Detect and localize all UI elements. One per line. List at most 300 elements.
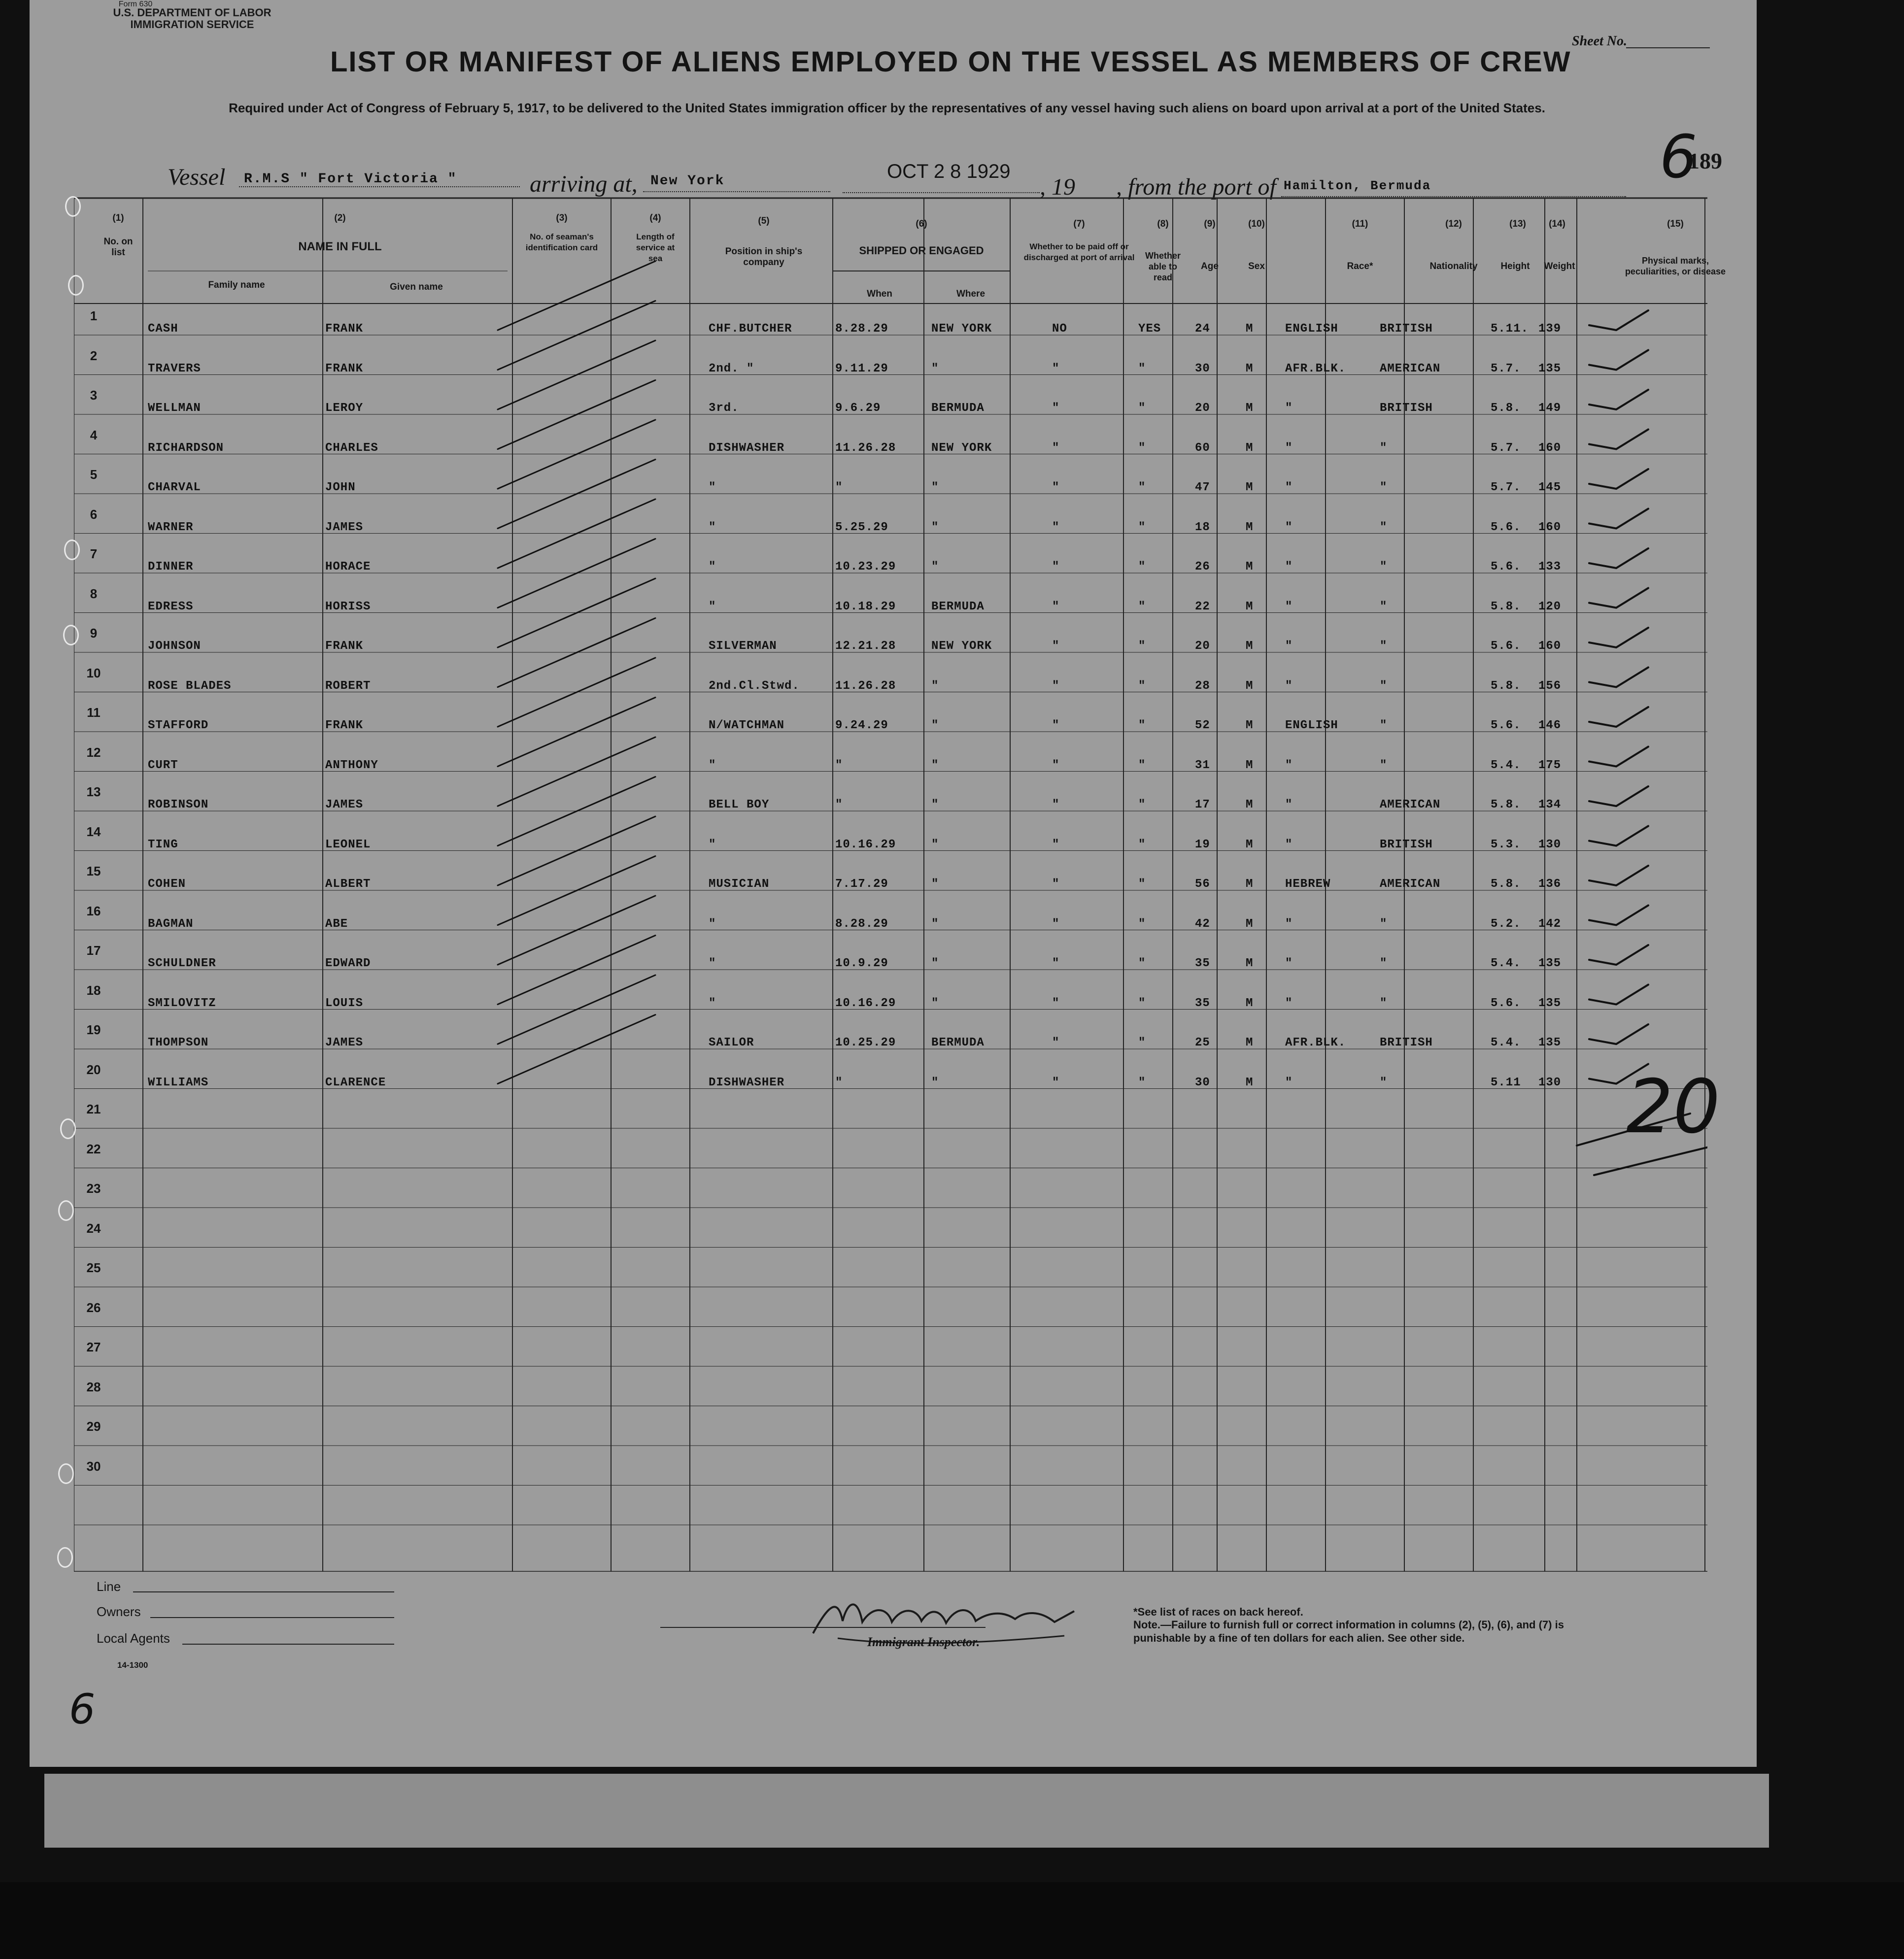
binder-hole [60,1118,76,1139]
col-family-label: Family name [208,280,265,290]
cell-family: ROBINSON [148,798,209,811]
cell-nationality: " [1380,957,1388,970]
cell-age: 30 [1195,362,1210,375]
cell-paid: " [1052,560,1060,574]
cell-age: 56 [1195,878,1210,891]
cell-sex: M [1246,996,1254,1010]
cell-height: 5.2. [1491,917,1521,931]
cell-weight: 149 [1538,402,1562,415]
cell-where: " [931,798,939,811]
cell-given: HORACE [325,560,371,574]
cell-position: " [709,957,716,970]
cell-height: 5.4. [1491,758,1521,772]
cell-height: 5.8. [1491,402,1521,415]
cell-race: " [1285,640,1293,653]
cell-given: FRANK [325,362,364,375]
cell-sex: M [1246,1036,1254,1049]
cell-where: " [931,481,939,494]
col-race-label: Race* [1347,261,1373,271]
cell-read: " [1138,758,1146,772]
form-code: 14-1300 [117,1660,148,1670]
cell-paid: " [1052,878,1060,891]
cell-family: WILLIAMS [148,1076,209,1089]
cell-weight: 175 [1538,758,1562,772]
cell-sex: M [1246,520,1254,534]
cell-position: 3rd. [709,402,739,415]
cell-paid: " [1052,1036,1060,1049]
cell-given: LOUIS [325,996,364,1010]
cell-height: 5.8. [1491,798,1521,811]
cell-when: " [835,798,843,811]
inspector-label: Immigrant Inspector. [867,1635,980,1649]
cell-height: 5.8. [1491,878,1521,891]
cell-age: 17 [1195,798,1210,811]
cell-weight: 160 [1538,441,1562,455]
line-label: Line [97,1579,121,1594]
cell-read: YES [1138,322,1161,336]
cell-sex: M [1246,798,1254,811]
cell-race: " [1285,996,1293,1010]
cell-sex: M [1246,322,1254,336]
cell-where: " [931,996,939,1010]
cell-weight: 135 [1538,996,1562,1010]
cell-paid: " [1052,798,1060,811]
cell-position: DISHWASHER [709,441,785,455]
cell-nationality: AMERICAN [1380,362,1441,375]
cell-age: 35 [1195,957,1210,970]
cell-paid: " [1052,520,1060,534]
cell-height: 5.4. [1491,1036,1521,1049]
cell-where: BERMUDA [931,402,985,415]
cell-family: SMILOVITZ [148,996,216,1010]
col-no-number: (1) [112,213,124,223]
table-grid-lines [74,197,1707,1572]
cell-weight: 160 [1538,640,1562,653]
cell-weight: 120 [1538,600,1562,613]
cell-when: 9.6.29 [835,402,881,415]
cell-given: ALBERT [325,878,371,891]
penalty-note: Note.—Failure to furnish full or correct information in columns (2), (5), (6), and (7) is punishable by a fine of ten dollars for each alien. See other side. [1133,1619,1564,1644]
cell-sex: M [1246,441,1254,455]
cell-given: ROBERT [325,679,371,693]
cell-family: CHARVAL [148,481,201,494]
cell-where: NEW YORK [931,640,992,653]
cell-when: 10.16.29 [835,996,896,1010]
cell-paid: " [1052,362,1060,375]
row-number: 28 [86,1379,101,1394]
cell-weight: 145 [1538,481,1562,494]
cell-paid: " [1052,402,1060,415]
cell-race: " [1285,600,1293,613]
cell-weight: 130 [1538,838,1562,851]
cell-height: 5.7. [1491,481,1521,494]
row-number: 14 [86,824,101,839]
binder-hole [68,275,84,296]
col-sex-number: (10) [1248,219,1265,229]
from-port-label: , from the port of [1116,174,1276,200]
cell-height: 5.6. [1491,560,1521,574]
cell-age: 25 [1195,1036,1210,1049]
col-shipped-label: SHIPPED OR ENGAGED [859,244,984,257]
cell-position: 2nd. " [709,362,754,375]
cell-race: AFR.BLK. [1285,1036,1346,1049]
cell-when: 10.16.29 [835,838,896,851]
cell-nationality: " [1380,520,1388,534]
cell-race: " [1285,758,1293,772]
cell-sex: M [1246,878,1254,891]
handwritten-page-mark: 6 [69,1685,96,1733]
date-stamp: OCT 2 8 1929 [887,161,1011,182]
cell-when: 10.18.29 [835,600,896,613]
cell-read: " [1138,441,1146,455]
department-heading: U.S. DEPARTMENT OF LABOR IMMIGRATION SERVICE [113,6,272,31]
cell-paid: " [1052,600,1060,613]
cell-nationality: " [1380,600,1388,613]
cell-when: " [835,1076,843,1089]
col-race-number: (11) [1352,219,1368,229]
cell-where: " [931,719,939,732]
cell-sex: M [1246,640,1254,653]
local-agents-field [182,1644,394,1645]
cell-where: " [931,917,939,931]
row-number: 21 [86,1102,101,1116]
cell-height: 5.11. [1491,322,1529,336]
cell-family: COHEN [148,878,186,891]
handwritten-total: 20 [1626,1064,1720,1150]
cell-when: 8.28.29 [835,917,888,931]
cell-read: " [1138,798,1146,811]
col-idcard-number: (3) [556,213,568,223]
cell-when: " [835,481,843,494]
col-paidoff-label: Whether to be paid off or discharged at port of arrival [1023,242,1135,262]
cell-race: " [1285,1076,1293,1089]
cell-when: 9.24.29 [835,719,888,732]
cell-position: " [709,838,716,851]
cell-read: " [1138,878,1146,891]
sheet-label: Sheet No. [1572,34,1627,49]
cell-given: FRANK [325,719,364,732]
cell-age: 28 [1195,679,1210,693]
cell-family: SCHULDNER [148,957,216,970]
cell-where: " [931,957,939,970]
cell-nationality: " [1380,441,1388,455]
cell-read: " [1138,600,1146,613]
cell-position: SAILOR [709,1036,754,1049]
row-number: 29 [86,1419,101,1434]
cell-height: 5.11 [1491,1076,1521,1089]
cell-race: ENGLISH [1285,322,1338,336]
row-number: 20 [86,1062,101,1077]
cell-age: 35 [1195,996,1210,1010]
cell-race: " [1285,957,1293,970]
cell-where: " [931,679,939,693]
from-port-value: Hamilton, Bermuda [1284,178,1431,193]
cell-family: CURT [148,758,178,772]
row-number: 7 [90,546,98,561]
cell-position: SILVERMAN [709,640,777,653]
cell-family: WARNER [148,520,194,534]
cell-race: AFR.BLK. [1285,362,1346,375]
statutory-requirement: Required under Act of Congress of February 5, 1917, to be delivered to the United States immigration officer by the representatives of any vessel having such aliens on board upon arrival at a port of the United States. [229,101,1545,115]
cell-position: BELL BOY [709,798,770,811]
col-service-label: Length of service at sea [636,232,675,263]
cell-when: 8.28.29 [835,322,888,336]
cell-given: JAMES [325,798,364,811]
cell-position: CHF.BUTCHER [709,322,792,336]
cell-sex: M [1246,679,1254,693]
cell-weight: 130 [1538,1076,1562,1089]
cell-weight: 135 [1538,362,1562,375]
cell-given: ABE [325,917,348,931]
cell-when: 7.17.29 [835,878,888,891]
cell-where: NEW YORK [931,441,992,455]
handwritten-sheet-number: 6 [1660,123,1698,192]
vessel-value: R.M.S " Fort Victoria " [244,171,457,187]
cell-given: LEONEL [325,838,371,851]
cell-where: NEW YORK [931,322,992,336]
cell-sex: M [1246,560,1254,574]
col-name-label: NAME IN FULL [298,240,382,253]
cell-family: RICHARDSON [148,441,224,455]
row-number: 9 [90,626,98,641]
cell-weight: 156 [1538,679,1562,693]
cell-where: " [931,520,939,534]
cell-read: " [1138,838,1146,851]
col-given-label: Given name [390,282,443,292]
cell-nationality: " [1380,719,1388,732]
cell-race: HEBREW [1285,878,1331,891]
cell-read: " [1138,917,1146,931]
col-height-number: (13) [1509,219,1526,229]
cell-sex: M [1246,957,1254,970]
cell-age: 20 [1195,402,1210,415]
col-read-number: (8) [1157,219,1169,229]
cell-family: WELLMAN [148,402,201,415]
row-number: 3 [90,388,98,403]
row-number: 24 [86,1220,101,1236]
cell-paid: " [1052,679,1060,693]
cell-paid: " [1052,441,1060,455]
col-paidoff-number: (7) [1073,219,1085,229]
binder-edge [0,1882,1904,1959]
cell-paid: " [1052,640,1060,653]
cell-weight: 139 [1538,322,1562,336]
cell-when: " [835,758,843,772]
cell-age: 52 [1195,719,1210,732]
row-number: 18 [86,982,101,998]
cell-nationality: " [1380,996,1388,1010]
row-number: 8 [90,586,98,601]
row-number: 23 [86,1181,101,1196]
vessel-label: Vessel [168,164,226,190]
cell-paid: NO [1052,322,1067,336]
line-field [133,1591,394,1592]
cell-nationality: BRITISH [1380,838,1433,851]
col-read-label: Whether able to read [1145,251,1181,282]
cell-nationality: " [1380,917,1388,931]
cell-paid: " [1052,957,1060,970]
row-number: 19 [86,1022,101,1037]
cell-race: " [1285,917,1293,931]
cell-sex: M [1246,1076,1254,1089]
binder-hole [63,625,79,645]
cell-height: 5.7. [1491,362,1521,375]
cell-family: BAGMAN [148,917,194,931]
cell-position: MUSICIAN [709,878,770,891]
cell-sex: M [1246,838,1254,851]
col-weight-label: Weight [1544,261,1575,271]
col-position-label: Position in ship's company [725,246,803,268]
cell-weight: 160 [1538,520,1562,534]
cell-weight: 135 [1538,1036,1562,1049]
cell-age: 26 [1195,560,1210,574]
cell-weight: 146 [1538,719,1562,732]
cell-nationality: " [1380,1076,1388,1089]
cell-read: " [1138,1076,1146,1089]
cell-family: ROSE BLADES [148,679,232,693]
col-position-number: (5) [758,216,770,226]
col-service-number: (4) [649,213,661,223]
binder-hole [58,1463,74,1484]
cell-where: BERMUDA [931,600,985,613]
cell-sex: M [1246,402,1254,415]
cell-height: 5.4. [1491,957,1521,970]
owners-label: Owners [97,1604,141,1619]
row-number: 10 [86,665,101,680]
cell-where: " [931,1076,939,1089]
cell-race: " [1285,838,1293,851]
cell-position: " [709,520,716,534]
cell-nationality: " [1380,560,1388,574]
cell-when: 11.26.28 [835,441,896,455]
cell-family: JOHNSON [148,640,201,653]
row-number: 6 [90,507,98,522]
cell-nationality: BRITISH [1380,322,1433,336]
col-no-label: No. on list [103,236,133,258]
cell-race: " [1285,560,1293,574]
cell-height: 5.8. [1491,600,1521,613]
cell-weight: 133 [1538,560,1562,574]
col-name-number: (2) [334,213,346,223]
sheet-number-line [1626,47,1710,48]
col-shipped-number: (6) [916,219,927,229]
cell-race: " [1285,679,1293,693]
row-number: 11 [87,705,101,720]
col-nationality-label: Nationality [1429,261,1478,271]
page-title: LIST OR MANIFEST OF ALIENS EMPLOYED ON THE VESSEL AS MEMBERS OF CREW [330,46,1571,78]
cell-weight: 142 [1538,917,1562,931]
row-number: 26 [86,1300,101,1315]
col-age-number: (9) [1204,219,1216,229]
cell-paid: " [1052,758,1060,772]
cell-height: 5.6. [1491,520,1521,534]
cell-weight: 134 [1538,798,1562,811]
cell-position: " [709,758,716,772]
row-number: 1 [90,308,98,323]
cell-position: " [709,481,716,494]
cell-given: FRANK [325,322,364,336]
row-number: 30 [86,1458,101,1474]
cell-height: 5.6. [1491,640,1521,653]
cell-height: 5.6. [1491,719,1521,732]
cell-given: CLARENCE [325,1076,386,1089]
cell-race: " [1285,402,1293,415]
row-number: 16 [86,903,101,918]
cell-read: " [1138,402,1146,415]
year-label: , 19 [1040,174,1075,200]
cell-where: BERMUDA [931,1036,985,1049]
col-height-label: Height [1500,261,1530,271]
cell-age: 47 [1195,481,1210,494]
cell-age: 20 [1195,640,1210,653]
col-marks-label: Physical marks, peculiarities, or disease [1625,256,1726,276]
crew-table [74,197,1726,1572]
cell-read: " [1138,362,1146,375]
cell-age: 30 [1195,1076,1210,1089]
cell-where: " [931,362,939,375]
row-number: 13 [86,784,101,799]
cell-family: STAFFORD [148,719,209,732]
cell-given: FRANK [325,640,364,653]
owners-field [150,1617,394,1618]
row-number: 2 [90,348,98,363]
cell-race: " [1285,798,1293,811]
cell-when: 9.11.29 [835,362,888,375]
cell-nationality: " [1380,679,1388,693]
cell-height: 5.8. [1491,679,1521,693]
cell-race: " [1285,441,1293,455]
underlying-sheet [44,1774,1769,1848]
cell-read: " [1138,957,1146,970]
cell-read: " [1138,719,1146,732]
cell-age: 42 [1195,917,1210,931]
col-age-label: Age [1201,261,1219,271]
binder-hole [57,1547,73,1568]
date-field [843,192,1040,193]
cell-position: DISHWASHER [709,1076,785,1089]
cell-position: " [709,996,716,1010]
cell-family: TRAVERS [148,362,201,375]
cell-nationality: " [1380,640,1388,653]
cell-given: ANTHONY [325,758,378,772]
cell-when: 10.23.29 [835,560,896,574]
cell-where: " [931,838,939,851]
cell-when: 5.25.29 [835,520,888,534]
cell-given: JOHN [325,481,356,494]
cell-nationality: " [1380,481,1388,494]
cell-read: " [1138,640,1146,653]
cell-given: LEROY [325,402,364,415]
col-sex-label: Sex [1248,261,1265,271]
cell-sex: M [1246,917,1254,931]
cell-family: THOMPSON [148,1036,209,1049]
cell-paid: " [1052,1076,1060,1089]
binder-hole [65,196,81,217]
cell-position: 2nd.Cl.Stwd. [709,679,800,693]
cell-nationality: BRITISH [1380,402,1433,415]
row-number: 22 [86,1141,101,1156]
cell-read: " [1138,1036,1146,1049]
cell-paid: " [1052,481,1060,494]
cell-sex: M [1246,481,1254,494]
cell-paid: " [1052,917,1060,931]
cell-position: N/WATCHMAN [709,719,785,732]
col-nationality-number: (12) [1445,219,1462,229]
arriving-field [643,191,830,192]
cell-height: 5.6. [1491,996,1521,1010]
binder-hole [58,1200,74,1221]
cell-given: JAMES [325,1036,364,1049]
